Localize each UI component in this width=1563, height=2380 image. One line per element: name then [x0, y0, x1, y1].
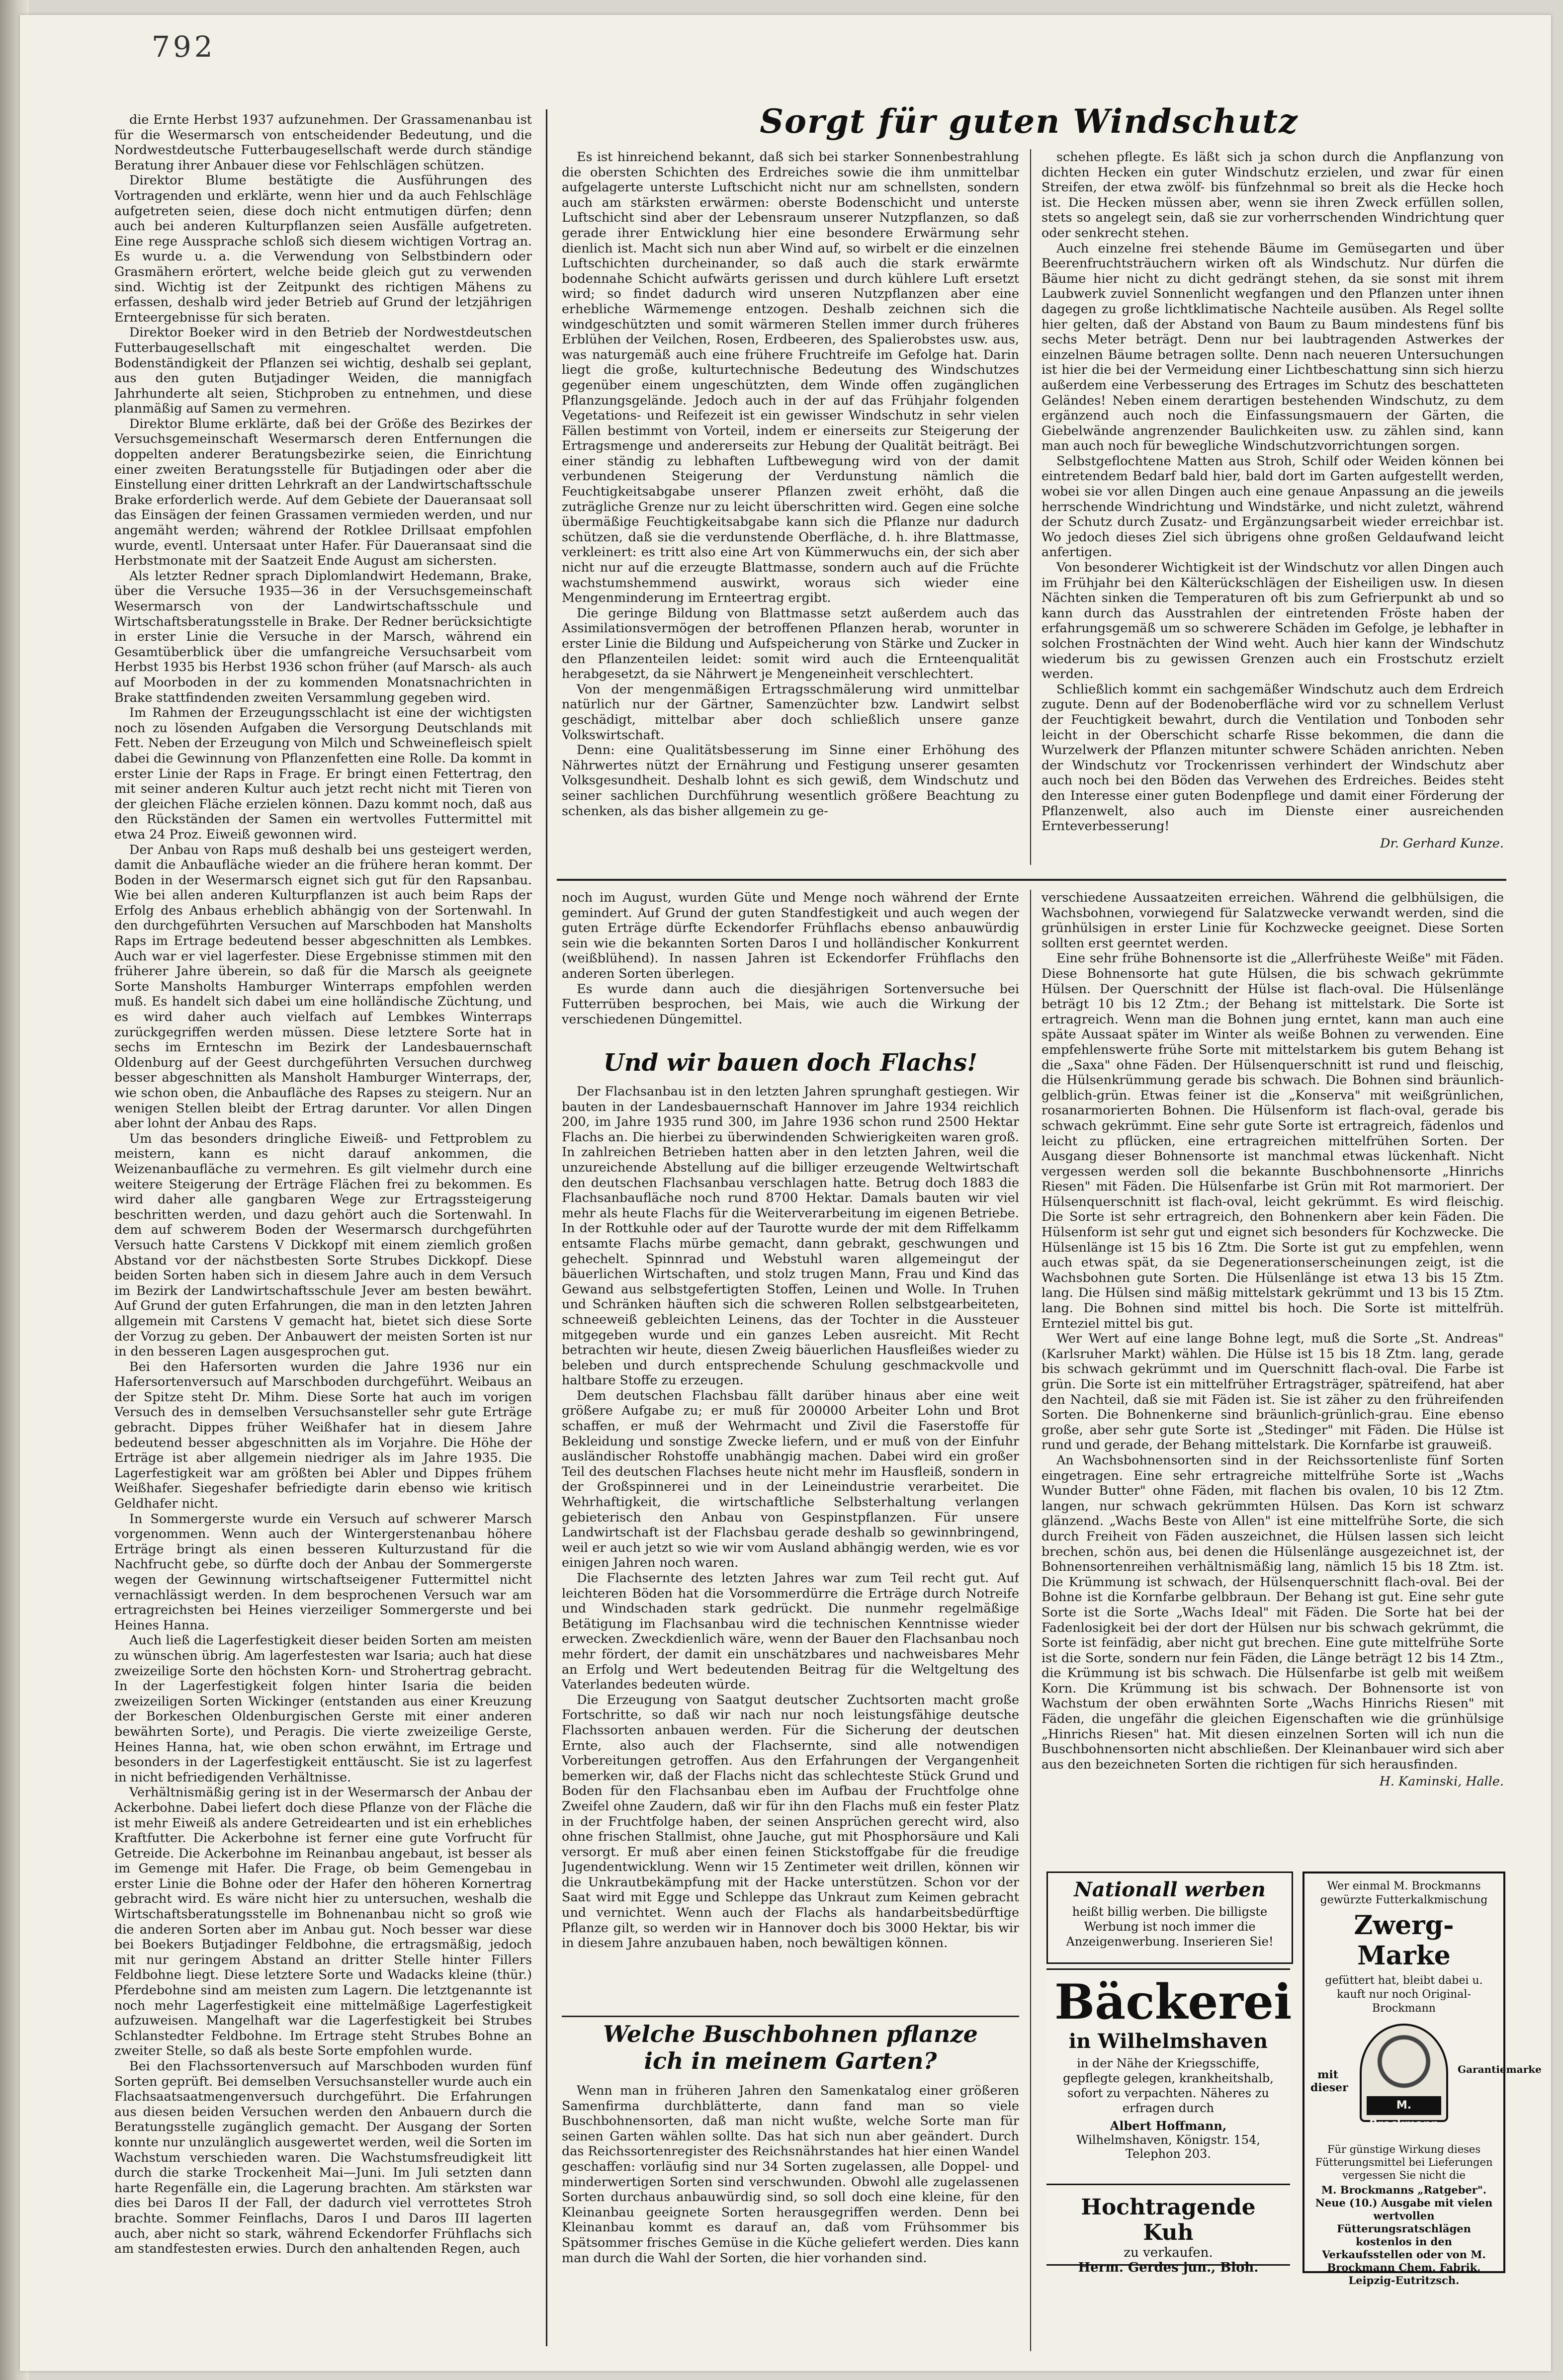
- buschbohnen-headline-line: ich in meinem Garten?: [644, 2047, 937, 2074]
- flachs-headline: Und wir bauen doch Flachs!: [603, 1049, 978, 1077]
- baeckerei-ad: [1046, 1968, 1290, 2185]
- section-divider: [562, 2016, 1019, 2017]
- report-paragraph: Der Anbau von Raps muß deshalb bei uns gesteigert werden, damit die Anbaufläche wieder an die frühere heran kommt. Der Boden in der Wesermarsch eignet sich gut für den Rapsanbau. Wie bei allen anderen Kulturpflanzen ist auch beim Raps der Erfolg des Anbaus erheblich abhängig von der Sortenwahl. In den durchgeführten Versuchen auf Marschboden hat Mansholts Raps im Ertrage bedeutend besser abgeschnitten als Lembkes. Auch war er viel lagerfester. Diese Ergebnisse stimmen mit den früherer Jahre überein, so daß für die Marsch als geeignete Sorte Mansholts Hamburger Winterraps empfohlen werden muß. Es handelt sich dabei um eine holländische Züchtung, und es wird daher auch vielfach auf Lembkes Winterraps zurückgegriffen werden müssen. Diese letztere Sorte hat in sechs im Ernteschn im Bezirk der Landesbauernschaft Oldenburg auf der Geest durchgeführten Versuchen durchweg besser abgeschnitten als Mansholt Hamburger Winterraps, der, wie schon oben, die Anbaufläche des Rapses zu steigern. Nur an wenigen Stellen bleibt der Ertrag darunter. Vor allen Dingen aber lohnt der Anbau des Raps.: [114, 842, 532, 1131]
- baeckerei-contact: Albert Hoffmann,: [1110, 2119, 1227, 2133]
- kuh-title: Hochtragende Kuh: [1081, 2195, 1256, 2245]
- report-paragraph: Direktor Blume erklärte, daß bei der Größe des Bezirkes der Versuchsgemeinschaft Wesermarsch deren Entfernungen die doppelten anderer Beratungsbezirke seien, die Einrichtung einer zweiten Beratungsstelle für Butjadingen oder aber die Einstellung einer dritten Lehrkraft an der Landwirtschaftsschule Brake erforderlich werde. Auf dem Gebiete der Daueransaat soll das Einsägen der feinen Grassamen vermieden werden, und nur angemäht werden; während der Rotklee Drillsaat empfohlen wurde, eventl. Untersaat unter Hafer. Für Daueransaat sind die Herbstmonate mit der Saatzeit Ende August am sichersten.: [114, 416, 532, 568]
- column-divider: [1030, 890, 1031, 2351]
- brockmann-right-label: Garantiemarke: [1458, 2063, 1542, 2075]
- report-paragraph: In Sommergerste wurde ein Versuch auf schwerer Marsch vorgenommen. Wenn auch der Wintergerstenanbau höhere Erträge bringt als einen besseren Kulturzustand für die Nachfrucht gebe, so dürfte doch der Anbau der Sommergerste wegen der Gewinnung wirtschaftseigener Futtermittel nicht vernachlässigt werden. In dem besprochenen Versuch war am ertragreichsten bei Heines vierzeiliger Sommergerste und bei Heines Hanna.: [114, 1511, 532, 1632]
- flachs-paragraph: Die Erzeugung von Saatgut deutscher Zuchtsorten macht große Fortschritte, so daß wir nach nur noch leistungsfähige deutsche Flachssorten anbauen werden. Für die Sicherung der deutschen Ernte, also auch der Flachsernte, sind alle notwendigen Vorbereitungen getroffen. Aus den Erfahrungen der Vergangenheit bemerken wir, daß der Flachs nicht das schlechteste Stück Grund und Boden für den Flachsanbau eben im Aufbau der Fruchtfolge ohne Zweifel ohne Zaudern, daß wir für ihn den Flachs muß ein fester Platz in der Fruchtfolge haben, der seinen Ansprüchen gerecht wird, also ohne frischen Stallmist, ohne Jauche, gut mit Phosphorsäure und Kali versorgt. Er muß aber einen feinen Stickstoffgabe für die freudige Jugendentwicklung. Wenn wir 15 Zentimeter weit drillen, können wir die Unkrautbekämpfung mit der Hacke unterstützen. Schon vor der Saat wird mit Egge und Schleppe das Unkraut zum Keimen gebracht und vernichtet. Wenn auch der Flachs als handarbeitsbedürftige Pflanze gilt, so werden wir in Hannover doch bis 3000 Hektar, bis wir in diesem Jahre anzubauen haben, noch bewältigen können.: [562, 1692, 1019, 1951]
- report-paragraph: Direktor Boeker wird in den Betrieb der Nordwestdeutschen Futterbaugesellschaft mit eingeschaltet werden. Die Bodenständigkeit der Pflanzen sei wichtig, deshalb sei geplant, aus den guten Butjadinger Weiden, die mannigfach Jahrhunderte alt seien, Stichproben zu entnehmen, und diese planmäßig auf Samen zu vermehren.: [114, 325, 532, 416]
- flachs-paragraph: Der Flachsanbau ist in den letzten Jahren sprunghaft gestiegen. Wir bauten in der Landesbauernschaft Hannover im Jahre 1934 reichlich 200, im Jahre 1935 rund 300, im Jahre 1936 schon rund 2500 Hektar Flachs an. Die hierbei zu überwindenden Schwierigkeiten waren groß. In zahlreichen Betrieben hatten aber in den letzten Jahren, weil die unzureichende Abstellung auf die billiger erzeugende Weltwirtschaft den deutschen Flachsanbau verschlagen hatte. Betrug doch 1883 die Flachsanbaufläche noch rund 8700 Hektar. Damals bauten wir viel mehr als heute Flachs für die Weiterverarbeitung im eigenen Betriebe. In der Rottkuhle oder auf der Taurotte wurde der mit dem Riffelkamm entsamte Flachs mürbe gemacht, dann gebrakt, geschwungen und gehechelt. Spinnrad und Webstuhl waren allgemeingut der bäuerlichen Wirtschaften, und stolz trugen Mann, Frau und Kind das Gewand aus selbstgefertigten Stoffen, Leinen und Wolle. In Truhen und Schränken häuften sich die schweren Rollen selbstgearbeiteten, schneeweiß gebleichten Leinens, das der Tochter in die Aussteuer mitgegeben wurde und ein ganzes Leben ausreicht. Mit Recht betrachten wir heute, diesen Zweig bäuerlichen Hausfleißes wieder zu beleben und durch entsprechende Schulung geschmackvolle und haltbare Stoffe zu erzeugen.: [562, 1084, 1019, 1388]
- baeckerei-address: Wilhelmshaven, Königstr. 154,: [1076, 2133, 1260, 2147]
- report-paragraph: Auch ließ die Lagerfestigkeit dieser beiden Sorten am meisten zu wünschen übrig. Am lagerfestesten war Isaria; auch hat diese zweizeilige Sorte den höchsten Korn- und Strohertrag gebracht. In der Lagerfestigkeit folgen hinter Isaria die beiden zweizeiligen Sorten Wickinger (entstanden aus einer Kreuzung der Borkeschen Oldenburgischen Gerste mit einer anderen bewährten Sorte), und Peragis. Die vierte zweizeilige Gerste, Heines Hanna, hat, wie oben schon erwähnt, im Ertrage und besonders in der Lagerfestigkeit enttäuscht. Sie ist zu lagerfest in nicht befriedigenden Verhältnisse.: [114, 1632, 532, 1785]
- brockmann-bottom-text: Für günstige Wirkung dieses Fütterungsmittel bei Lieferungen vergessen Sie nicht die: [1315, 2143, 1493, 2181]
- buschbohnen-headline-line: Welche Buschbohnen pflanze: [603, 2021, 978, 2047]
- windschutz-paragraph: Die geringe Bildung von Blattmasse setzt außerdem auch das Assimilationsvermögen der betroffenen Pflanzen herab, worunter in erster Linie die Bildung und Aufspeicherung von Stärke und Zucker in den Pflanzenteilen leidet: somit wird auch die Ernteenqualität herabgesetzt, da sie Nährwert je Mengeneinheit verschlechtert.: [562, 605, 1019, 681]
- report-paragraph: Verhältnismäßig gering ist in der Wesermarsch der Anbau der Ackerbohne. Dabei liefert doch diese Pflanze von der Fläche die ist mehr Eiweiß als andere Getreidearten und ist ein erhebliches Kraftfutter. Die Ackerbohne ist ferner eine gute Vorfrucht für Getreide. Die Ackerbohne im Reinanbau angebaut, ist besser als im Gemenge mit Hafer. Die Frage, ob beim Gemengebau in erster Linie die Bohne oder der Hafer den höheren Kornertrag gebracht wird. Es wäre nicht hier zu untersuchen, weshalb die Wirtschaftsberatungsstelle im Bohnenanbau nicht so groß wie die anderen Sorten aber im Anbau gut. Noch besser war diese bei Boekers Butjadinger Feldbohne, die ertragsmäßig, jedoch mit nur geringem Abstand an dritter Stelle hinter Fillers Feldbohne liegt. Diese letztere Sorte und Wadacks kleine (thür.) Pferdebohne sind am meisten zum Lagern. Die letztgenannte ist noch mehr Lagerfestigkeit eine mittelmäßige Lagerfestigkeit aufzuweisen. Mangelhaft war die Lagerfestigkeit bei Strubes Schlanstedter Feldbohne. Im Ertrage steht Strubes Bohne an zweiter Stelle, so daß als beste Sorte empfohlen wurde.: [114, 1785, 532, 2058]
- kuh-ad: [1046, 2190, 1290, 2275]
- kuh-seller: Herm. Gerdes jun., Bloh.: [1078, 2260, 1259, 2275]
- windschutz-paragraph: schehen pflegte. Es läßt sich ja schon durch die Anpflanzung von dichten Hecken ein guter Windschutz erzielen, und zwar für einen Streifen, der etwa zwölf- bis fünfzehnmal so breit als die Hecke hoch ist. Die Hecken müssen aber, wenn sie ihren Zweck erfüllen sollen, stets so angelegt sein, daß sie zur vorherrschenden Windrichtung quer oder senkrecht stehen.: [1042, 149, 1504, 240]
- page-number: 792: [152, 30, 216, 64]
- windschutz-paragraph: Von besonderer Wichtigkeit ist der Windschutz vor allen Dingen auch im Frühjahr bei den Kälterückschlägen der Eisheiligen usw. In diesen Nächten sinken die Temperaturen oft bis zum Gefrierpunkt ab und so kann durch das Ausstrahlen der eintretenden Fröste haben der erfahrungsgemäß um so schwerere Schäden im Gefolge, je lebhafter in solchen Frostnächten der Wind weht. Auch hier kann der Windschutz wiederum bis zu gewissen Grenzen auch ein Frostschutz erzielt werden.: [1042, 560, 1504, 681]
- report-paragraph: Um das besonders dringliche Eiweiß- und Fettproblem zu meistern, kann es nicht darauf ankommen, die Weizenanbaufläche zu vermehren. Es gilt vielmehr durch eine weitere Steigerung der Erträge Flächen frei zu bekommen. Es wird daher alle gangbaren Wege zur Ertragssteigerung beschritten werden, und dazu gehört auch die Sortenwahl. In dem auf schwerem Boden der Wesermarsch durchgeführten Versuch hatte Carstens V Dickkopf mit einem ziemlich großen Abstand vor der nächstbesten Sorte Strubes Dickkopf. Diese beiden Sorten haben sich in diesem Jahre auch in dem Versuch im Bezirk der Landwirtschaftsschule Jever am besten bewährt. Auf Grund der guten Erfahrungen, die man in den letzten Jahren allgemein mit Carstens V gemacht hat, bietet sich diese Sorte der Vorzug zu geben. Der Anbauwert der meisten Sorten ist nur in den besseren Lagen ausgesprochen gut.: [114, 1130, 532, 1359]
- brockmann-ad: [1302, 1871, 1542, 2287]
- inserat-text: heißt billig werben. Die billigste Werbung ist noch immer die Anzeigenwerbung. Inserieren Sie!: [1066, 1905, 1274, 1949]
- brockmann-bottom-text-2: M. Brockmanns „Ratgeber". Neue (10.) Ausgabe mit vielen wertvollen Fütterungsratschlägen kostenlos in den Verkaufsstellen oder von M. Brockmann Chem. Fabrik, Leipzig-Eutritzsch.: [1315, 2184, 1493, 2287]
- report-paragraph: Im Rahmen der Erzeugungsschlacht ist eine der wichtigsten noch zu lösenden Aufgaben die Versorgung Deutschlands mit Fett. Neben der Erzeugung von Milch und Schweinefleisch spielt dabei die Gewinnung von Pflanzenfetten eine Rolle. Da kommt in erster Linie der Raps in Frage. Er bringt einen Fettertrag, den mit seiner anderen Kultur auch jetzt recht nicht mit Tieren von der gleichen Fläche erzielen können. Dazu kommt noch, daß aus den Rückständen der Samen ein wertvolles Futtermittel mit etwa 24 Proz. Eiweiß gewonnen wird.: [114, 705, 532, 842]
- report-continuation: [562, 890, 1019, 1049]
- report-column: [114, 112, 532, 2349]
- report-paragraph: Bei den Flachssortenversuch auf Marschboden wurden fünf Sorten geprüft. Bei demselben Versuchsansteller wurde auch ein Flachsaatsaatmengenversuch durchgeführt. Die Erfahrungen aus diesen beiden Versuchen werden den Anbauern durch die Beratungsstelle zugänglich gemacht. Der Ausgang der Sorten konnte nur unzulänglich ausgewertet werden, weil die Sorten im Wachstum verschieden waren. Die Wachstumsfreudigkeit litt durch die starke Trockenheit Mai—Juni. Im Juli setzten dann harte Regenfälle ein, die Lagerung brachten. Am stärksten war dies bei Daros II der Fall, der dadurch viel verrottetes Stroh brachte. Sommer Feinflachs, Daros I und Daros III lagerten auch, aber nicht so stark, während Eckendorfer Frühflachs sich am standfestesten erwies. Durch den anhaltenden Regen, auch: [114, 2058, 532, 2256]
- report-paragraph: die Ernte Herbst 1937 aufzunehmen. Der Grassamenanbau ist für die Wesermarsch von entscheidender Bedeutung, und die Nordwestdeutsche Futterbaugesellschaft werde durch ständige Beratung ihrer Anbauer diese vor Fehlschlägen schützen.: [114, 112, 532, 172]
- brockmann-mascot-icon: [1360, 2024, 1448, 2130]
- report-paragraph: Direktor Blume bestätigte die Ausführungen des Vortragenden und erklärte, wenn hier und da auch Fehlschläge aufgetreten seien, diese doch nicht entmutigen dürfen; denn auch bei anderen Kulturpflanzen seien Ausfälle aufgetreten. Eine rege Aussprache schloß sich diesem wichtigen Vortrag an. Es wurde u. a. die Verwendung von Selbstbindern oder Grasmähern erörtert, welche beide gleich gut zu verwenden sind. Wichtig ist der Zeitpunkt des richtigen Mähens zu erfassen, deshalb wird jeder Betrieb auf Grund der letzjährigen Ernteergebnisse für sich beraten.: [114, 172, 532, 325]
- report-paragraph: Als letzter Redner sprach Diplomlandwirt Hedemann, Brake, über die Versuche 1935—36 in der Versuchsgemeinschaft Wesermarsch von der Landwirtschaftsschule und Wirtschaftsberatungsstelle in Brake. Der Redner berücksichtigte in erster Linie die Versuche in der Marsch, während ein Gesamtüberblick über die umfangreiche Versuchsarbeit vom Herbst 1935 bis Herbst 1936 schon früher (auf Marsch- als auch auf Moorboden in der zu kommenden Monatsnachrichten in Brake stattfindenden zweiten Versammlung gegeben wird.: [114, 568, 532, 705]
- inserat-title: Nationall werben: [1074, 1878, 1266, 1901]
- brockmann-left-label: mit dieser: [1310, 2068, 1348, 2094]
- windschutz-paragraph: Schließlich kommt ein sachgemäßer Windschutz auch dem Erdreich zugute. Denn auf der Bodenoberfläche wird vor zu schnellem Verlust der Feuchtigkeit bewahrt, durch die Ventilation und Tonboden sehr leicht in der Oberschicht scharfe Risse bekommen, die dann die Wurzelwerk der Pflanzen mitunter schwere Schäden anrichten. Neben der Windschutz vor Trockenrissen verhindert der Windschutz aber auch noch bei den Böden das Verwehen des Erdreiches. Beides steht den Interesse einer guten Bodenpflege und damit einer Förderung der Pflanzenwelt, also auch im Dienste einer ausreichenden Ernteverbesserung!: [1042, 681, 1504, 834]
- brockmann-mid-text: gefüttert hat, bleibt dabei u. kauft nur noch Original-Brockmann: [1325, 1974, 1483, 2015]
- windschutz-headline: Sorgt für guten Windschutz: [760, 102, 1299, 141]
- column-divider: [546, 109, 547, 2346]
- section-divider: [557, 879, 1506, 881]
- inserat-ad: [1046, 1871, 1293, 1964]
- baeckerei-text: in der Nähe der Kriegsschiffe, gepflegte gelegen, krankheitshalb, sofort zu verpachten. Näheres zu erfragen durch: [1063, 2056, 1274, 2115]
- flachs-paragraph: Die Flachsernte des letzten Jahres war zum Teil recht gut. Auf leichteren Böden hat die Vorsommerdürre die Erträge durch Notreife und Windschaden stark gedrückt. Die nunmehr regelmäßige Betätigung im Flachsanbau wird die technischen Kenntnisse wieder erwecken. Zweckdienlich wäre, wenn der Bauer den Flachsanbau noch mehr fördert, der damit ein unschätzbares und nachweisbares Mehr an Erfolg und Wert bedeutenden Beitrag für die Weltgeltung des Vaterlandes bedeuten würde.: [562, 1570, 1019, 1692]
- brockmann-title: Zwerg-Marke: [1354, 1910, 1454, 1971]
- buschbohnen-paragraph: Wer Wert auf eine lange Bohne legt, muß die Sorte „St. Andreas" (Karlsruher Markt) wählen. Die Hülse ist 15 bis 18 Ztm. lang, gerade bis schwach gekrümmt und im Querschnitt flach-oval. Die Farbe ist grün. Die Sorte ist ein mittelfrüher Ertragsträger, spätreifend, hat aber den Nachteil, daß sie mit Fäden ist. Sie ist zäher zu den frühreifenden Sorten. Die Bohnenkerne sind bräunlich-grünlich-grau. Eine ebenso große, aber sehr gute Sorte ist „Stedinger" mit Fäden. Die Hülse ist rund und gerade, der Behang mittelstark. Die Kornfarbe ist grauweiß.: [1042, 1331, 1504, 1452]
- buschbohnen-paragraph: Wenn man in früheren Jahren den Samenkatalog einer größeren Samenfirma durchblätterte, dann fand man so viele Buschbohnensorten, daß man nicht wußte, welche Sorte man für seinen Garten wählen sollte. Das hat sich nun aber geändert. Durch das Reichssortenregister des Reichsnährstandes hat hier einen Wandel geschaffen: vorläufig sind nur 34 Sorten zugelassen, alle Doppel- und minderwertigen Sorten sind verschwunden. Obwohl alle zugelassenen Sorten durchaus anbauwürdig sind, so soll doch eine kleine, für den Kleinanbau geeignete Sorten herausgegriffen werden. Denn bei Kleinanbau kommt es darauf an, daß vom Frühsommer bis Spätsommer frisches Gemüse in die Küche geliefert werden. Dies kann man durch die Wahl der Sorten, die hier vorhanden sind.: [562, 2083, 1019, 2265]
- windschutz-paragraph: Selbstgeflochtene Matten aus Stroh, Schilf oder Weiden können bei eintretendem Bedarf bald hier, bald dort im Garten aufgestellt werden, wobei sie vor allen Dingen auch eine genaue Anpassung an die jeweils herrschende Windrichtung und Windstärke, und nicht zuletzt, während der Schutz durch Zusatz- und Ergänzungsarbeit wieder erreichbar ist. Wo jedoch dieses Ziel sich übrigens ohne großen Geldaufwand leicht anfertigen.: [1042, 453, 1504, 560]
- brockmann-brand: M. Brockmann: [1367, 2096, 1441, 2115]
- windschutz-author: Dr. Gerhard Kunze.: [1380, 835, 1504, 850]
- baeckerei-phone: Telephon 203.: [1125, 2147, 1212, 2161]
- kuh-text: zu verkaufen.: [1124, 2245, 1213, 2260]
- buschbohnen-column-a: [562, 2083, 1019, 2361]
- buschbohnen-paragraph: verschiedene Aussaatzeiten erreichen. Während die gelbhülsigen, die Wachsbohnen, vorwiegend für Salatzwecke verwandt werden, sind die grünhülsigen in erster Linie für Kochzwecke geeignet. Diese Sorten sollten erst geerntet werden.: [1042, 890, 1504, 950]
- report-paragraph: Bei den Hafersorten wurden die Jahre 1936 nur ein Hafersortenversuch auf Marschboden durchgeführt. Weibaus an der Spitze steht Dr. Mihm. Diese Sorte hat auch im vorigen Versuch des in demselben Versuchsansteller sehr gute Erträge gebracht. Dippes früher Weißhafer hat in diesem Jahre bedeutend besser abgeschnitten als im Vorjahre. Die Höhe der Erträge ist aber allgemein niedriger als im Jahre 1935. Die Lagerfestigkeit war am größten bei Abler und Dippes frühem Weißhafer. Siegeshafer befriedigte darin ebenso wie kritisch Geldhafer nicht.: [114, 1359, 532, 1511]
- windschutz-column-a: [562, 149, 1019, 870]
- report-paragraph: noch im August, wurden Güte und Menge noch während der Ernte gemindert. Auf Grund der guten Standfestigkeit und auch wegen der guten Erträge dürfte Eckendorfer Frühflachs ebenso anbauwürdig sein wie die bekannten Sorten Daros I und holländischer Konkurrent (weißblühend). In nassen Jahren ist Eckendorfer Frühflachs den anderen Sorten überlegen.: [562, 890, 1019, 981]
- column-divider: [1030, 149, 1031, 865]
- buschbohnen-paragraph: An Wachsbohnensorten sind in der Reichssortenliste fünf Sorten eingetragen. Eine sehr ertragreiche mittelfrühe Sorte ist „Wachs Wunder Butter" ohne Fäden, mit flachen bis ovalen, 10 bis 12 Ztm. langen, nur schwach gekrümmten Hülsen. Das Korn ist schwarz glänzend. „Wachs Beste von Allen" ist eine mittelfrühe Sorte, die sich durch Freiheit von Fäden auszeichnet, die Hülsen lassen sich leicht brechen, schön aus, bei denen die Hülsenlänge ausgezeichnet ist, der Bohnensortenreihen verhältnismäßig lang, nämlich 15 bis 18 Ztm. ist. Die Krümmung ist schwach, der Hülsenquerschnitt flach-oval. Bei der Bohne ist die Kornfarbe gelbbraun. Der Behang ist gut. Eine sehr gute Sorte ist die Sorte „Wachs Ideal" mit Fäden. Die Sorte hat bei der Fadenlosigkeit bei der dort der Hülsen nur bis schwach gekrümmt, die Sorte ist feinfädig, aber nicht gut brechen. Eine gute mittelfrühe Sorte ist die Sorte, sondern nur fein Fäden, die Länge beträgt 12 bis 14 Ztm., die Krümmung ist bis schwach. Die Hülsenfarbe ist gelb mit weißem Korn. Die Krümmung ist bis schwach. Der Bohnensorte ist von Wachstum der oben erwähnten Sorte „Wachs Hinrichs Riesen" mit Fäden, die ungefähr die gleichen Eigenschaften wie die grünhülsige „Hinrichs Riesen" hat. Mit diesen einzelnen Sorten will ich nun die Buschbohnensorten nicht abschließen. Der Kleinanbauer wird sich aber aus den bezeichneten Sorten die richtigen für sich herausfinden.: [1042, 1452, 1504, 1772]
- flachs-column: [562, 1084, 1019, 2008]
- brockmann-top-text: Wer einmal M. Brockmanns gewürzte Futterkalkmischung: [1320, 1880, 1488, 1906]
- windschutz-paragraph: Denn: eine Qualitätsbesserung im Sinne einer Erhöhung des Nährwertes nützt der Ernährung und Festigung unserer gesamten Volksgesundheit. Deshalb lohnt es sich gewiß, dem Windschutz und seiner sachlichen Durchführung wesentlich größere Beachtung zu schenken, als das bisher allgemein zu ge-: [562, 742, 1019, 818]
- baeckerei-location: in Wilhelmshaven: [1068, 2030, 1268, 2053]
- windschutz-paragraph: Von der mengenmäßigen Ertragsschmälerung wird unmittelbar natürlich nur der Gärtner, Samenzüchter bzw. Landwirt selbst geschädigt, mittelbar aber doch schließlich unsere ganze Volkswirtschaft.: [562, 681, 1019, 742]
- baeckerei-title: Bäckerei: [1054, 1974, 1292, 2030]
- brockmann-logo-area: [1310, 2024, 1542, 2143]
- buschbohnen-author: H. Kaminski, Halle.: [1379, 1774, 1504, 1789]
- buschbohnen-paragraph: Eine sehr frühe Bohnensorte ist die „Allerfrüheste Weiße" mit Fäden. Diese Bohnensorte hat gute Hülsen, die bis schwach gekrümmte Hülsen. Der Querschnitt der Hülse ist flach-oval. Die Hülsenlänge beträgt 10 bis 12 Ztm.; der Behang ist mittelstark. Die Sorte ist ertragreich. Wenn man die Bohnen jung erntet, kann man auch eine späte Aussaat später im Winter als weiße Bohnen zu verwenden. Eine empfehlenswerte frühe Sorte mit mittelstarkem bis gutem Behang ist die „Saxa" ohne Fäden. Der Hülsenquerschnitt ist rund und fleischig, die Hülsenkrümmung gerade bis schwach. Die Bohnen sind bräunlich-gelblich-grün. Etwas feiner ist die „Konserva" mit weißgrünlichen, rosanarmorierten Bohnen. Die Hülsenform ist flach-oval, gerade bis schwach gekrümmt. Eine sehr gute Sorte ist ertragreich, fädenlos und leicht zu pflücken, eine ertragreichen mittelfrühen Sorten. Der Ausgang dieser Bohnensorte ist manchmal etwas lückenhaft. Nicht vergessen werden soll die bekannte Buschbohnensorte „Hinrichs Riesen" mit Fäden. Die Hülsenfarbe ist Grün mit Rot marmoriert. Der Hülsenquerschnitt ist flach-oval, leicht gekrümmt. Es wird fleischig. Die Sorte ist sehr ertragreich, den Bohnenkern aber kein Fäden. Die Hülsenform ist sehr gut und eignet sich besonders für Kochzwecke. Die Hülsenlänge ist 15 bis 16 Ztm. Die Sorte ist gut zu empfehlen, wenn auch etwas spät, da sie Degenerationserscheinungen zeigt, ist die Wachsbohnen gute Sorten. Die Hülsenlänge ist etwa 13 bis 15 Ztm. lang. Die Hülsen sind mäßig mittelstark gekrümmt und 13 bis 15 Ztm. lang. Die Bohnen sind mittel bis hoch. Die Sorte ist mittelfrüh. Ernteziel mittel bis gut.: [1042, 950, 1504, 1331]
- buschbohnen-column-b: [1042, 890, 1504, 1859]
- windschutz-column-b: [1042, 149, 1504, 870]
- report-paragraph: Es wurde dann auch die diesjährigen Sortenversuche bei Futterrüben besprochen, bei Mais, wie auch die Wirkung der verschiedenen Düngemittel.: [562, 981, 1019, 1026]
- flachs-paragraph: Dem deutschen Flachsbau fällt darüber hinaus aber eine weit größere Aufgabe zu; er muß für 200000 Arbeiter Lohn und Brot schaffen, er muß der Wehrmacht und Zivil die Faserstoffe für Bekleidung und sonstige Zwecke liefern, und er muß von der Einfuhr ausländischer Rohstoffe unabhängig machen. Dabei wird ein großer Teil des deutschen Flachses heute nicht mehr im Hausfleiß, sondern in der Großspinnerei und in der Leineindustrie verarbeitet. Die Wehrhaftigkeit, die wirtschaftliche Selbsterhaltung verlangen gebieterisch den Anbau von Gespinstpflanzen. Für unsere Landwirtschaft ist der Flachsbau gerade deshalb so gewinnbringend, weil er auch jetzt so wie wir vom Ausland abhängig werden, wie es vor einigen Jahren noch waren.: [562, 1387, 1019, 1570]
- buschbohnen-headline: [562, 2021, 1019, 2074]
- windschutz-paragraph: Auch einzelne frei stehende Bäume im Gemüsegarten und über Beerenfruchtsträuchern wirken oft als Windschutz. Nur dürfen die Bäume hier nicht zu dicht gedrängt stehen, da sie sonst mit ihrem Laubwerk zuviel Sonnenlicht wegfangen und den Pflanzen unter ihnen dagegen zu große lichtklimatische Nachteile ausüben. Als Regel sollte hier gelten, daß der Abstand von Baum zu Baum mindestens fünf bis sechs Meter beträgt. Denn nur bei laubtragenden Astwerkes der einzelnen Bäume betragen sollte. Denn nach neueren Untersuchungen ist hier die bei der Vermeidung einer Lichtbeschattung sinn sich hierzu außerdem eine Verbesserung des Ertrages im Schutz des beschatteten Geländes! Neben einem derartigen bestehenden Windschutz, zu dem ergänzend auch noch die Einfassungsmauern der Gärten, die Giebelwände angrenzender Baulichkeiten usw. zu zählen sind, kann man auch noch für bewegliche Windschutzvorrichtungen sorgen.: [1042, 240, 1504, 453]
- windschutz-paragraph: Es ist hinreichend bekannt, daß sich bei starker Sonnenbestrahlung die obersten Schichten des Erdreiches sowie die ihm unmittelbar aufgelagerte unterste Luftschicht nicht nur am schnellsten, sondern auch am stärksten erwärmen: oberste Bodenschicht und unterste Luftschicht sind aber der Lebensraum unserer Nutzpflanzen, so daß gerade ihrer Entwicklung hier eine besondere Erwärmung sehr dienlich ist. Macht sich nun aber Wind auf, so wirbelt er die einzelnen Luftschichten durcheinander, so daß auch die stark erwärmte bodennahe Schicht aufwärts gerissen und durch kühlere Luft ersetzt wird; so findet dadurch wird unseren Nutzpflanzen aber eine erhebliche Wärmemenge entzogen. Deshalb zeichnen sich die windgeschützten und somit wärmeren Stellen immer durch früheres Erblühen der Veilchen, Rosen, Erdbeeren, des Spalierobstes usw. aus, was naturgemäß auch eine frühere Fruchtreife im Gefolge hat. Darin liegt die große, kulturtechnische Bedeutung des Windschutzes gegenüber einem ungeschützten, dem Winde offen zugänglichen Pflanzungsgelände. Jedoch auch in der auf das Frühjahr folgenden Vegetations- und Reifezeit ist ein gewisser Windschutz in sehr vielen Fällen bestimmt von Vorteil, indem er einerseits zur Steigerung der Ertragsmenge und andererseits zur Hebung der Qualität beiträgt. Bei einer ständig zu lebhaften Luftbewegung wird von der damit verbundenen Steigerung der Verdunstung nämlich die Feuchtigkeitsabgabe unserer Pflanzen zweit erhöht, daß die zuträgliche Grenze nur zu leicht überschritten wird. Gegen eine solche übermäßige Feuchtigkeitsabgabe kann sich die Pflanze nur dadurch schützen, daß sie die verdunstende Oberfläche, d. h. ihre Blattmasse, verkleinert: es tritt also eine Art von Kümmerwuchs ein, der sich aber nicht nur auf die erzeugte Blattmasse, sondern auch auf die Früchte wachstumshemmend auswirkt, woraus sich wieder eine Mengenminderung im Ernteertrag ergibt.: [562, 149, 1019, 605]
